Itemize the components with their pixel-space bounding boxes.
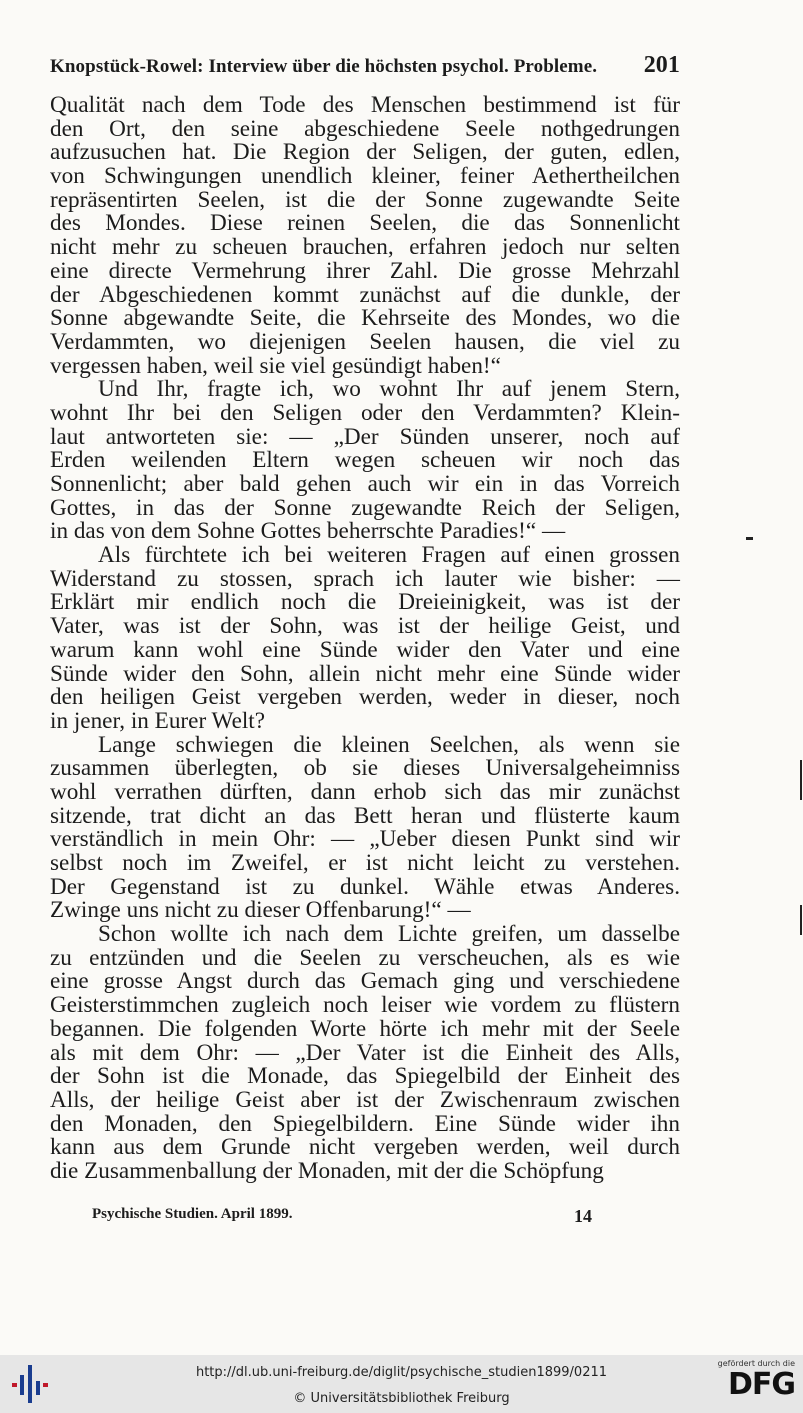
- text-line: in das von dem Sohne Gottes beherrschte Paradies!“ —: [50, 518, 566, 545]
- body-text: [50, 94, 680, 1184]
- viewer-bar: [0, 1355, 803, 1413]
- text-line: Sünde wider den Sohn, allein nicht mehr eine Sünde wider: [50, 660, 680, 687]
- text-line: Der Gegenstand ist zu dunkel. Wähle etwas Anderes.: [50, 873, 680, 900]
- signature-mark: 14: [574, 1206, 592, 1226]
- text-line: des Mondes. Diese reinen Seelen, die das Sonnenlicht: [50, 210, 680, 237]
- text-line: Als fürchtete ich bei weiteren Fragen auf einen grossen: [98, 542, 680, 569]
- text-line: warum kann wohl eine Sünde wider den Vater und eine: [50, 636, 680, 663]
- text-line: laut antworteten sie: — „Der Sünden unserer, noch auf: [50, 423, 680, 450]
- text-line: den heiligen Geist vergeben werden, weder in dieser, noch: [50, 684, 680, 711]
- text-line: zusammen überlegten, ob sie dieses Universalgeheimniss: [50, 755, 680, 782]
- text-line: kann aus dem Grunde nicht vergeben werden, weil durch: [50, 1134, 680, 1161]
- margin-mark: [800, 760, 802, 800]
- text-line: Erden weilenden Eltern wegen scheuen wir noch das: [50, 447, 680, 474]
- text-line: Sonne abgewandte Seite, die Kehrseite des Mondes, wo die: [50, 305, 680, 332]
- text-line: aufzusuchen hat. Die Region der Seligen, der guten, edlen,: [50, 139, 680, 166]
- text-line: Vater, was ist der Sohn, was ist der heilige Geist, und: [50, 613, 680, 640]
- text-line: Alls, der heilige Geist aber ist der Zwischenraum zwischen: [50, 1086, 680, 1113]
- text-line: nicht mehr zu scheuen brauchen, erfahren jedoch nur selten: [50, 234, 680, 261]
- text-line: Gottes, in das der Sonne zugewandte Reich der Seligen,: [50, 494, 680, 521]
- page-number: 201: [643, 52, 680, 78]
- text-line: Geisterstimmchen zugleich noch leiser wie vordem zu flüstern: [50, 992, 680, 1019]
- text-line: die Zusammenballung der Monaden, mit der die Schöpfung: [50, 1157, 604, 1184]
- text-line: verständlich in mein Ohr: — „Ueber diesen Punkt sind wir: [50, 826, 680, 853]
- text-line: Erklärt mir endlich noch die Dreieinigkeit, was ist der: [50, 589, 680, 616]
- source-url[interactable]: http://dl.ub.uni-freiburg.de/diglit/psychische_studien1899/0211: [195, 1365, 608, 1380]
- text-line: Und Ihr, fragte ich, wo wohnt Ihr auf jenem Stern,: [98, 376, 680, 403]
- funder-note: gefördert durch die: [717, 1359, 795, 1368]
- text-line: Lange schwiegen die kleinen Seelchen, als wenn sie: [98, 731, 680, 758]
- text-line: eine grosse Angst durch das Gemach ging und verschiedene: [50, 968, 680, 995]
- text-line: der Sohn ist die Monade, das Spiegelbild der Einheit des: [50, 1063, 680, 1090]
- copyright-notice: © Universitätsbibliothek Freiburg: [293, 1391, 510, 1406]
- text-line: Qualität nach dem Tode des Menschen bestimmend ist für: [50, 92, 680, 118]
- text-line: wohl verrathen dürften, dann erhob sich das mir zunächst: [50, 778, 680, 805]
- running-header: [50, 52, 680, 79]
- running-title: Knopstück-Rowel: Interview über die höchsten psychol. Probleme.: [50, 56, 598, 77]
- text-line: sitzende, trat dicht an das Bett heran und flüsterte kaum: [50, 802, 680, 829]
- text-line: als mit dem Ohr: — „Der Vater ist die Einheit des Alls,: [50, 1039, 680, 1066]
- text-line: selbst noch im Zweifel, er ist nicht leicht zu verstehen.: [50, 850, 680, 876]
- text-line: repräsentirten Seelen, ist die der Sonne zugewandte Seite: [50, 186, 680, 213]
- text-line: Schon wollte ich nach dem Lichte greifen, um dasselbe: [98, 921, 680, 948]
- text-line: den Ort, den seine abgeschiedene Seele nothgedrungen: [50, 115, 680, 142]
- journal-footer: Psychische Studien. April 1899.: [92, 1206, 293, 1222]
- text-line: vergessen haben, weil sie viel gesündigt haben!“: [50, 352, 501, 379]
- dfg-logo-text: DFG: [727, 1367, 795, 1402]
- text-line: von Schwingungen unendlich kleiner, feiner Aethertheilchen: [50, 163, 680, 190]
- page-footer: [92, 1206, 592, 1227]
- text-line: begannen. Die folgenden Worte hörte ich mehr mit der Seele: [50, 1015, 680, 1042]
- text-line: zu entzünden und die Seelen zu verscheuchen, als es wie: [50, 944, 680, 971]
- text-line: Verdammten, wo diejenigen Seelen hausen, die viel zu: [50, 328, 680, 355]
- text-line: wohnt Ihr bei den Seligen oder den Verdammten? Klein-: [50, 399, 680, 426]
- margin-mark: [800, 905, 802, 935]
- text-line: Sonnenlicht; aber bald gehen auch wir ein in das Vorreich: [50, 471, 680, 497]
- dfg-logo: [707, 1359, 795, 1409]
- text-line: Zwinge uns nicht zu dieser Offenbarung!“ —: [50, 897, 471, 924]
- text-line: der Abgeschiedenen kommt zunächst auf die dunkle, der: [50, 281, 680, 308]
- text-line: Widerstand zu stossen, sprach ich lauter wie bisher: —: [50, 565, 680, 592]
- text-line: den Monaden, den Spiegelbildern. Eine Sünde wider ihn: [50, 1110, 680, 1137]
- text-line: eine directe Vermehrung ihrer Zahl. Die grosse Mehrzahl: [50, 257, 680, 284]
- text-line: in jener, in Eurer Welt?: [50, 707, 266, 734]
- margin-mark: [746, 537, 753, 540]
